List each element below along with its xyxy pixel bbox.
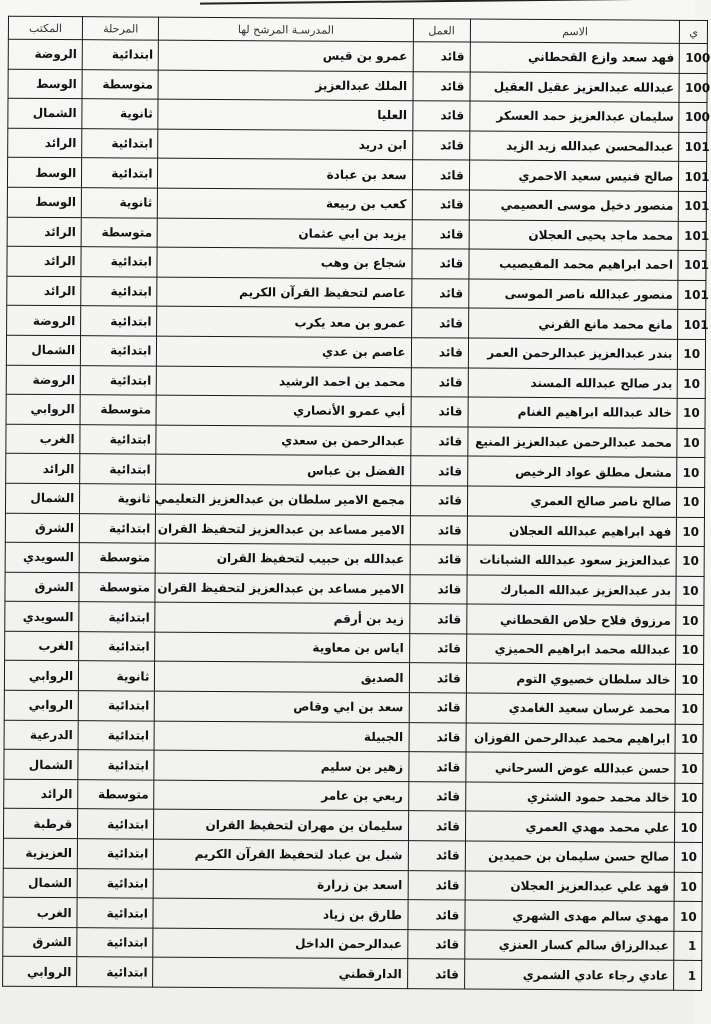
cell-name: عبدالعزيز سعود عبدالله الشبانات: [467, 545, 677, 576]
cell-school: سليمان بن مهران لتحفيظ القران: [154, 810, 408, 841]
header-school: المدرسـة المرشح لها: [159, 17, 413, 42]
cell-school: الجبيلة: [154, 721, 408, 752]
cell-school: عاصم بن عدي: [157, 336, 411, 367]
table-row: [5, 631, 704, 665]
cell-job: قائد: [408, 752, 465, 782]
cell-job: قائد: [408, 900, 465, 930]
cell-stage: متوسطة: [82, 69, 158, 99]
cell-name: صالح فنيس سعيد الاحمري: [469, 160, 679, 191]
cell-num: 100: [680, 43, 708, 73]
cell-school: الدارقطني: [153, 958, 407, 989]
cell-num: 10: [677, 546, 705, 576]
cell-office: العزيزية: [3, 838, 77, 868]
cell-name: مانع محمد مانع القرني: [468, 308, 678, 339]
cell-name: منصور عبدالله ناصر الموسى: [469, 279, 679, 310]
cell-school: كعب بن ربيعة: [158, 188, 412, 219]
cell-office: الشمال: [3, 868, 77, 898]
cell-stage: ابتدائية: [79, 632, 155, 662]
cell-num: 10: [677, 398, 705, 428]
cell-office: الروابي: [4, 661, 78, 691]
cell-school: الفضل بن عباس: [156, 454, 410, 485]
table-row: [7, 187, 706, 221]
cell-school: شجاع بن وهب: [157, 247, 411, 278]
cell-num: 101: [679, 162, 707, 192]
header-job: العمل: [413, 19, 470, 42]
cell-name: علي محمد مهدي العمري: [465, 811, 675, 842]
cell-job: قائد: [409, 693, 466, 723]
candidates-table: [2, 16, 711, 991]
cell-office: الشمال: [4, 749, 78, 779]
cell-job: قائد: [412, 160, 469, 190]
cell-stage: ابتدائية: [78, 750, 154, 780]
cell-num: 10: [675, 813, 703, 843]
cell-stage: متوسطة: [78, 780, 154, 810]
table-row: [8, 98, 707, 132]
cell-stage: ابتدائية: [77, 839, 153, 869]
cell-num: 1: [674, 931, 702, 961]
cell-job: قائد: [407, 959, 464, 989]
cell-job: قائد: [412, 101, 469, 131]
cell-school: الصديق: [155, 662, 409, 693]
cell-name: فهد سعد وازع القحطاني: [470, 42, 680, 73]
table-row: [6, 365, 705, 399]
table-row: [6, 335, 705, 369]
cell-stage: متوسطة: [79, 572, 155, 602]
cell-job: قائد: [408, 782, 465, 812]
cell-job: قائد: [411, 397, 468, 427]
cell-stage: ابتدائية: [77, 898, 153, 928]
cell-name: بندر عبدالعزيز عبدالرحمن العمر: [468, 338, 678, 369]
cell-office: الروضة: [8, 39, 82, 69]
cell-school: شبل بن عباد لتحفيظ القرآن الكريم: [154, 839, 408, 870]
table-row: [8, 39, 707, 73]
table-row: [4, 661, 703, 695]
cell-name: عبدالله محمد ابراهيم الحميزي: [466, 634, 676, 665]
cell-office: الرائد: [7, 246, 81, 276]
cell-num: 10: [677, 428, 705, 458]
header-stage: المرحلة: [83, 17, 159, 40]
cell-name: خالد محمد حمود الشثري: [465, 782, 675, 813]
cell-job: قائد: [410, 426, 467, 456]
cell-stage: ثانوية: [80, 484, 156, 514]
cell-office: السويدي: [5, 542, 79, 572]
cell-stage: ابتدائية: [82, 158, 158, 188]
cell-num: 10: [676, 635, 704, 665]
cell-office: الرائد: [6, 454, 80, 484]
cell-name: عبدالمحسن عبدالله زيد الزيد: [469, 131, 679, 162]
table-row: [3, 897, 702, 931]
cell-name: خالد سلطان خصيوي التوم: [466, 664, 676, 695]
cell-num: 10: [676, 694, 704, 724]
table-row: [4, 779, 703, 813]
cell-school: سعد بن عبادة: [158, 159, 412, 190]
cell-job: قائد: [407, 929, 464, 959]
cell-school: أبي عمرو الأنصاري: [156, 395, 410, 426]
cell-office: الروضة: [7, 306, 81, 336]
cell-stage: ابتدائية: [80, 424, 156, 454]
cell-office: الوسط: [7, 187, 81, 217]
cell-office: الشمال: [8, 98, 82, 128]
cell-stage: ابتدائية: [79, 513, 155, 543]
cell-num: 10: [675, 872, 703, 902]
header-office: المكتب: [8, 16, 82, 39]
cell-job: قائد: [410, 486, 467, 516]
cell-stage: ابتدائية: [82, 40, 158, 70]
cell-office: الرائد: [7, 217, 81, 247]
cell-job: قائد: [410, 515, 467, 545]
cell-office: الغرب: [3, 897, 77, 927]
cell-school: الامير مساعد بن عبدالعزيز لتحفيظ القران: [156, 514, 410, 545]
cell-job: قائد: [408, 811, 465, 841]
cell-num: 10: [675, 754, 703, 784]
table-row: [7, 306, 706, 340]
cell-name: محمد غرسان سعيد الغامدي: [466, 693, 676, 724]
cell-name: احمد ابراهيم محمد المفيصيب: [469, 249, 679, 280]
cell-office: الوسط: [7, 158, 81, 188]
cell-job: قائد: [410, 456, 467, 486]
cell-num: 100: [679, 73, 707, 103]
cell-school: عاصم لتحفيظ القرآن الكريم: [157, 277, 411, 308]
cell-num: 101: [679, 132, 707, 162]
cell-name: بدر صالح عبدالله المسند: [468, 368, 678, 399]
cell-name: حسن عبدالله عوض السرحاني: [466, 752, 676, 783]
cell-stage: ابتدائية: [82, 128, 158, 158]
cell-stage: ابتدائية: [77, 868, 153, 898]
cell-office: الوسط: [8, 69, 82, 99]
cell-job: قائد: [411, 338, 468, 368]
cell-stage: ابتدائية: [81, 247, 157, 277]
cell-school: زيد بن أرقم: [155, 602, 409, 633]
cell-school: عبدالله بن حبيب لتحفيظ القران: [156, 543, 410, 574]
cell-job: قائد: [410, 574, 467, 604]
cell-school: ربعي بن عامر: [154, 780, 408, 811]
cell-office: الغرب: [6, 424, 80, 454]
table-row: [6, 424, 705, 458]
cell-num: 101: [679, 221, 707, 251]
cell-name: مهدي سالم مهدى الشهري: [465, 900, 675, 931]
top-border-line: [200, 0, 695, 9]
cell-school: سعد بن ابي وقاص: [155, 691, 409, 722]
cell-job: قائد: [410, 545, 467, 575]
cell-stage: متوسطة: [79, 543, 155, 573]
cell-stage: متوسطة: [81, 217, 157, 247]
cell-job: قائد: [411, 278, 468, 308]
cell-name: خالد عبدالله ابراهيم الغنام: [468, 397, 678, 428]
cell-school: الملك عبدالعزيز: [158, 70, 412, 101]
table-row: [7, 217, 706, 251]
cell-office: الرائد: [7, 276, 81, 306]
table-row: [5, 483, 704, 517]
cell-num: 100: [679, 103, 707, 133]
cell-office: الرائد: [8, 128, 82, 158]
cell-school: طارق بن زياد: [153, 898, 407, 929]
cell-name: صالح حسن سليمان بن حميدين: [465, 841, 675, 872]
cell-name: محمد ماجد يحيى العجلان: [469, 220, 679, 251]
cell-school: مجمع الامير سلطان بن عبدالعزيز التعليمي: [156, 484, 410, 515]
cell-stage: ثانوية: [79, 661, 155, 691]
table-row: [4, 720, 703, 754]
cell-job: قائد: [413, 42, 470, 72]
cell-office: الروابي: [3, 957, 77, 987]
table-row: [8, 69, 707, 103]
cell-stage: ثانوية: [82, 99, 158, 129]
cell-job: قائد: [412, 190, 469, 220]
table-row: [3, 868, 702, 902]
table-row: [6, 454, 705, 488]
cell-office: السويدي: [5, 601, 79, 631]
table-row: [5, 601, 704, 635]
cell-stage: ابتدائية: [78, 720, 154, 750]
cell-num: 10: [678, 339, 706, 369]
table-row: [7, 158, 706, 192]
cell-num: 101: [678, 280, 706, 310]
cell-job: قائد: [411, 367, 468, 397]
cell-office: الشمال: [6, 335, 80, 365]
table-row: [4, 749, 703, 783]
cell-job: قائد: [408, 870, 465, 900]
table-row: [6, 394, 705, 428]
cell-stage: ثانوية: [81, 188, 157, 218]
cell-num: 10: [675, 783, 703, 813]
cell-job: قائد: [412, 249, 469, 279]
cell-name: مرزوق فلاح حلاص القحطاني: [467, 604, 677, 635]
cell-name: محمد عبدالرحمن عبدالعزيز المنيع: [468, 427, 678, 458]
cell-name: صالح ناصر صالح العمري: [467, 486, 677, 517]
cell-school: يزيد بن ابي عثمان: [158, 218, 412, 249]
cell-stage: ابتدائية: [77, 927, 153, 957]
cell-stage: ابتدائية: [77, 957, 153, 987]
cell-name: فهد ابراهيم عبدالله العجلان: [467, 516, 677, 547]
cell-office: الشرق: [5, 572, 79, 602]
cell-num: 10: [674, 902, 702, 932]
cell-num: 10: [676, 576, 704, 606]
table-body: [3, 39, 711, 990]
cell-name: منصور دخيل موسى العصيمي: [469, 190, 679, 221]
cell-num: 10: [675, 724, 703, 754]
cell-school: اياس بن معاوية: [155, 632, 409, 663]
table-row: [3, 809, 702, 843]
cell-office: الشرق: [3, 927, 77, 957]
table-row: [3, 838, 702, 872]
cell-job: قائد: [409, 663, 466, 693]
cell-num: 10: [677, 517, 705, 547]
cell-name: مشعل مطلق عواد الرخيص: [467, 456, 677, 487]
cell-school: عبدالرحمن الداخل: [153, 928, 407, 959]
cell-school: اسعد بن زرارة: [154, 869, 408, 900]
cell-school: عمرو بن قيس: [159, 40, 413, 71]
cell-school: عمرو بن معد يكرب: [157, 306, 411, 337]
cell-office: الروابي: [4, 690, 78, 720]
cell-num: 10: [677, 458, 705, 488]
table-row: [7, 246, 706, 280]
cell-office: الروابي: [6, 394, 80, 424]
cell-num: 1: [674, 961, 702, 991]
cell-num: 101: [679, 191, 707, 221]
cell-name: عبدالرزاق سالم كسار العنزي: [465, 930, 675, 961]
cell-stage: ابتدائية: [81, 306, 157, 336]
table-row: [7, 276, 706, 310]
cell-num: 101: [678, 250, 706, 280]
table-row: [5, 513, 704, 547]
cell-job: قائد: [413, 71, 470, 101]
cell-stage: ابتدائية: [78, 691, 154, 721]
cell-num: 101: [678, 310, 706, 340]
cell-job: قائد: [412, 130, 469, 160]
cell-stage: ابتدائية: [81, 336, 157, 366]
cell-name: عادي رجاء عادي الشمري: [464, 959, 674, 990]
cell-office: الروضة: [6, 365, 80, 395]
cell-office: الشرق: [5, 513, 79, 543]
cell-school: عبدالرحمن بن سعدي: [156, 425, 410, 456]
cell-name: سليمان عبدالعزيز حمد العسكر: [470, 101, 680, 132]
cell-school: الامير مساعد بن عبدالعزيز لتحفيظ القران: [155, 573, 409, 604]
cell-num: 10: [676, 606, 704, 636]
cell-num: 10: [676, 665, 704, 695]
cell-job: قائد: [412, 219, 469, 249]
cell-name: ابراهيم محمد عبدالرحمن الفوزان: [466, 723, 676, 754]
cell-name: عبدالله عبدالعزيز عقيل العقيل: [470, 72, 680, 103]
table-row: [5, 542, 704, 576]
cell-school: محمد بن احمد الرشيد: [157, 366, 411, 397]
header-num: ي: [680, 20, 708, 43]
cell-stage: ابتدائية: [81, 276, 157, 306]
cell-office: الدرعية: [4, 720, 78, 750]
cell-job: قائد: [409, 634, 466, 664]
cell-job: قائد: [409, 604, 466, 634]
cell-stage: ابتدائية: [80, 454, 156, 484]
table-row: [5, 572, 704, 606]
cell-num: 10: [677, 487, 705, 517]
cell-school: زهير بن سليم: [154, 750, 408, 781]
cell-job: قائد: [408, 841, 465, 871]
cell-num: 10: [678, 369, 706, 399]
cell-stage: ابتدائية: [78, 809, 154, 839]
cell-office: قرطبة: [3, 809, 77, 839]
table-row: [3, 927, 702, 961]
table-row: [8, 128, 707, 162]
table-row: [4, 690, 703, 724]
cell-name: فهد علي عبدالعزيز العجلان: [465, 871, 675, 902]
cell-office: الشمال: [5, 483, 79, 513]
table-row: [3, 957, 702, 991]
cell-job: قائد: [409, 722, 466, 752]
cell-name: بدر عبدالعزيز عبدالله المبارك: [467, 575, 677, 606]
cell-school: ابن دريد: [158, 129, 412, 160]
cell-num: 10: [675, 842, 703, 872]
header-name: الاسم: [470, 19, 680, 43]
cell-stage: ابتدائية: [79, 602, 155, 632]
cell-office: الرائد: [4, 779, 78, 809]
cell-job: قائد: [411, 308, 468, 338]
cell-stage: ابتدائية: [80, 365, 156, 395]
cell-office: الغرب: [5, 631, 79, 661]
cell-school: العليا: [158, 99, 412, 130]
cell-stage: متوسطة: [80, 395, 156, 425]
